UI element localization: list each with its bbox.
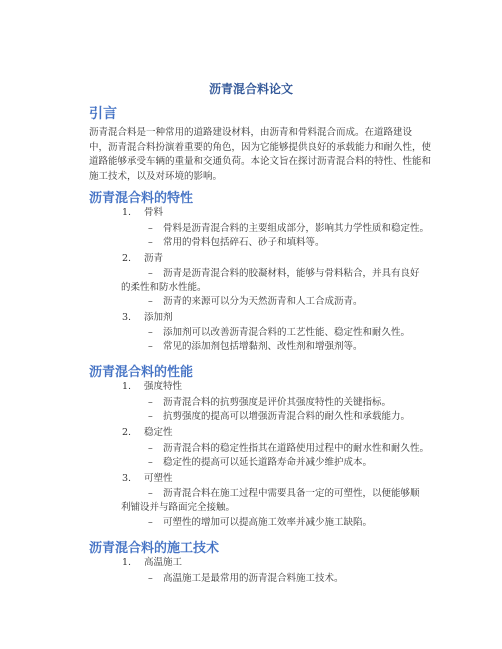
dash-bullet: –: [148, 411, 153, 422]
list-sub-item: 沥青混合料的稳定性指其在道路使用过程中的耐水性和耐久性。: [163, 443, 430, 454]
list-number: 1.: [122, 381, 132, 392]
list-sub-item: 抗剪强度的提高可以增强沥青混合料的耐久性和承载能力。: [163, 411, 411, 422]
list-number: 1.: [122, 207, 132, 218]
list-sub-item: 稳定性的提高可以延长道路寿命并减少维护成本。: [163, 457, 373, 468]
list-sub-item: 骨料是沥青混合料的主要组成部分，影响其力学性质和稳定性。: [163, 223, 430, 234]
intro-line: 施工技术，以及对环境的影响。: [89, 170, 223, 182]
list-sub-item: 常用的骨料包括碎石、砂子和填料等。: [163, 237, 325, 248]
dash-bullet: –: [148, 457, 153, 468]
section-heading: 沥青混合料的特性: [89, 191, 194, 206]
list-sub-item: 沥青的来源可以分为天然沥青和人工合成沥青。: [163, 296, 363, 307]
section-heading: 沥青混合料的性能: [89, 365, 194, 380]
dash-bullet: –: [148, 517, 153, 528]
list-sub-item: 可塑性的增加可以提高施工效率并减少施工缺陷。: [163, 517, 373, 528]
list-item-label: 高温施工: [144, 557, 183, 568]
dash-bullet: –: [148, 237, 153, 248]
list-sub-item: 沥青混合料在施工过程中需要具备一定的可塑性，以便能够顺: [163, 488, 420, 499]
list-sub-item: 沥青是沥青混合料的胶凝材料，能够与骨料粘合，并具有良好: [163, 268, 420, 279]
intro-line: 道路能够承受车辆的重量和交通负荷。本论文旨在探讨沥青混合料的特性、性能和: [89, 156, 432, 167]
intro-paragraph: [89, 126, 434, 184]
dash-bullet: –: [148, 327, 153, 338]
list-number: 3.: [122, 473, 132, 484]
list-sub-item: 沥青混合料的抗剪强度是评价其强度特性的关键指标。: [163, 397, 392, 408]
list-sub-item-continuation: 的柔性和防水性能。: [121, 282, 207, 293]
dash-bullet: –: [148, 443, 153, 454]
list-item-label: 沥青: [144, 253, 164, 264]
dash-bullet: –: [148, 341, 153, 352]
dash-bullet: –: [148, 573, 153, 584]
intro-line: 中，沥青混合料扮演着重要的角色，因为它能够提供良好的承载能力和耐久性，使: [89, 141, 432, 153]
list-sub-item: 高温施工是最常用的沥青混合料施工技术。: [163, 573, 344, 584]
dash-bullet: –: [148, 268, 153, 279]
section-heading: 沥青混合料的施工技术: [89, 541, 220, 556]
dash-bullet: –: [148, 488, 153, 499]
document-title: 沥青混合料论文: [208, 82, 293, 96]
list-item-label: 稳定性: [144, 427, 173, 438]
dash-bullet: –: [148, 296, 153, 307]
dash-bullet: –: [148, 223, 153, 234]
intro-line: 沥青混合料是一种常用的道路建设材料，由沥青和骨料混合而成。在道路建设: [89, 127, 413, 138]
list-number: 3.: [122, 312, 132, 323]
list-sub-item: 常见的添加剂包括增黏剂、改性剂和增强剂等。: [163, 341, 363, 352]
dash-bullet: –: [148, 397, 153, 408]
list-item-label: 添加剂: [144, 312, 173, 323]
intro-heading: 引言: [89, 106, 117, 122]
list-item-label: 可塑性: [144, 473, 173, 484]
list-number: 1.: [122, 557, 132, 568]
list-item-label: 强度特性: [144, 381, 183, 392]
list-number: 2.: [122, 427, 132, 438]
list-sub-item: 添加剂可以改善沥青混合料的工艺性能、稳定性和耐久性。: [163, 327, 411, 338]
list-item-label: 骨料: [144, 207, 164, 218]
list-sub-item-continuation: 利铺设并与路面完全接触。: [121, 502, 236, 513]
list-number: 2.: [122, 253, 132, 264]
